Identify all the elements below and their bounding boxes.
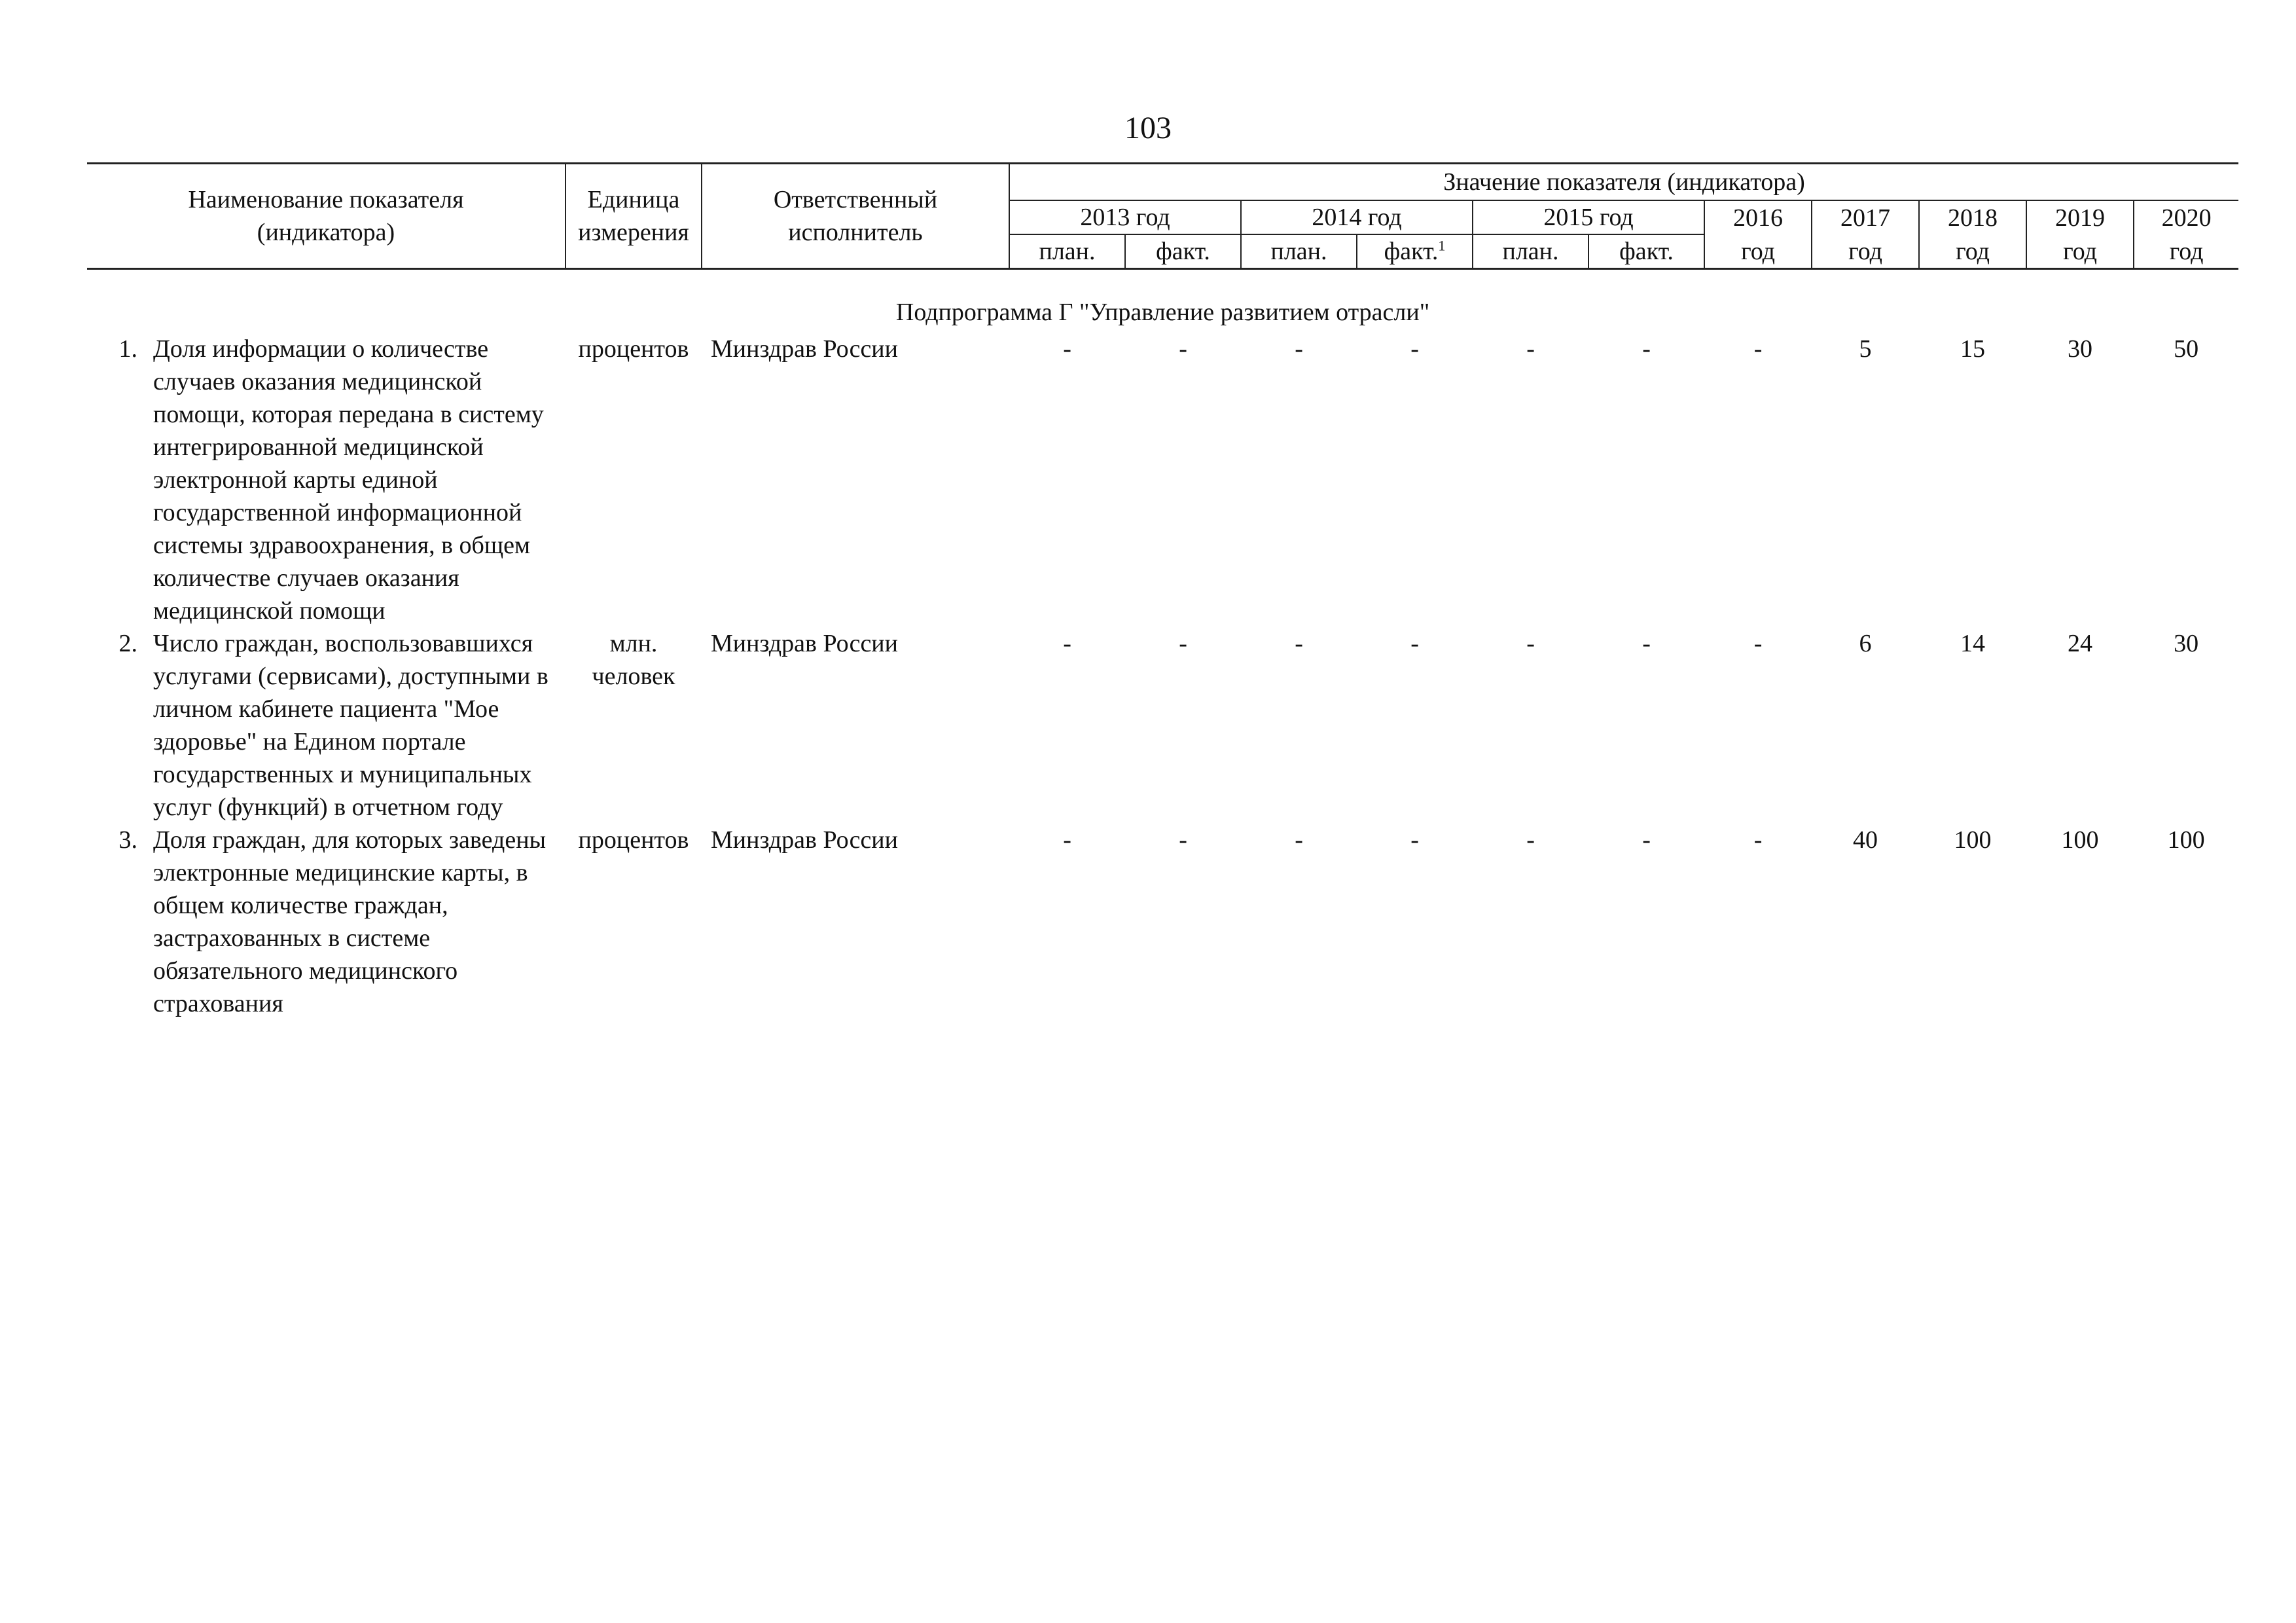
header-unit-cell <box>565 164 702 269</box>
header-year-2014: 2014 год <box>1241 200 1473 234</box>
value-2013-fact: - <box>1179 630 1187 657</box>
header-2019-unit: год <box>2026 234 2134 269</box>
table-row <box>87 627 2238 824</box>
value-2015-plan: - <box>1526 630 1535 657</box>
value-2019: 24 <box>2068 630 2093 657</box>
header-unit-line2: измерения <box>578 219 689 246</box>
responsible-executor: Минздрав России <box>711 630 898 657</box>
value-2015-fact: - <box>1642 826 1651 854</box>
value-2014-plan: - <box>1295 335 1303 363</box>
header-responsible-line1: Ответственный <box>773 186 938 213</box>
header-year-2013: 2013 год <box>1009 200 1241 234</box>
header-values-title: Значение показателя (индикатора) <box>1009 164 2238 201</box>
header-2014-fact <box>1357 234 1473 269</box>
value-2014-plan: - <box>1295 826 1303 854</box>
header-year-2015: 2015 год <box>1473 200 1704 234</box>
header-name-line1: Наименование показателя <box>188 186 464 213</box>
value-2014-fact: - <box>1410 630 1419 657</box>
table-body <box>87 269 2238 1021</box>
table-header <box>87 164 2238 269</box>
value-2015-plan: - <box>1526 335 1535 363</box>
indicator-name: Число граждан, воспользовавшихся услугами (сервисами), доступными в личном кабинете пациента "Мое здоровье" на Едином портале государственных и муниципальных услуг (функций) в отчетном году <box>153 630 548 821</box>
header-year-2019: 2019 <box>2026 200 2134 234</box>
value-2017: 6 <box>1859 630 1872 657</box>
value-2018: 15 <box>1960 335 1986 363</box>
header-2015-plan: план. <box>1473 234 1588 269</box>
value-2015-fact: - <box>1642 630 1651 657</box>
value-2018: 100 <box>1954 826 1992 854</box>
subprogram-title: Подпрограмма Г "Управление развитием отрасли" <box>895 299 1430 326</box>
indicator-unit <box>565 627 702 824</box>
header-year-2016: 2016 <box>1704 200 1812 234</box>
value-2016: - <box>1753 826 1763 854</box>
value-2018: 14 <box>1960 630 1986 657</box>
value-2014-fact: - <box>1410 826 1419 854</box>
header-2017-unit: год <box>1812 234 1919 269</box>
row-number: 2. <box>118 630 137 657</box>
value-2015-plan: - <box>1526 826 1535 854</box>
header-2013-plan: план. <box>1009 234 1125 269</box>
page-number: 103 <box>1124 111 1172 145</box>
value-2013-fact: - <box>1179 335 1187 363</box>
header-responsible-line2: исполнитель <box>788 219 923 246</box>
header-2020-unit: год <box>2134 234 2238 269</box>
header-2018-unit: год <box>1919 234 2026 269</box>
value-2014-fact: - <box>1410 335 1419 363</box>
value-2017: 40 <box>1853 826 1878 854</box>
row-number: 1. <box>118 335 137 363</box>
header-2013-fact: факт. <box>1125 234 1241 269</box>
indicator-name: Доля информации о количестве случаев оказания медицинской помощи, которая передана в систему интегрированной медицинской электронной карты единой государственной информационной системы здравоохранения, в общем количестве случаев оказания медицинской помощи <box>153 335 544 625</box>
indicator-name: Доля граждан, для которых заведены электронные медицинские карты, в общем количестве граждан, застрахованных в системе обязательного медицинского страхования <box>153 826 547 1017</box>
responsible-executor: Минздрав России <box>711 826 898 854</box>
value-2019: 30 <box>2068 335 2093 363</box>
value-2020: 50 <box>2174 335 2199 363</box>
header-responsible-cell <box>702 164 1009 269</box>
indicator-table <box>87 162 2238 1020</box>
header-2015-fact: факт. <box>1588 234 1704 269</box>
header-year-2017: 2017 <box>1812 200 1919 234</box>
value-2013-fact: - <box>1179 826 1187 854</box>
value-2017: 5 <box>1859 335 1872 363</box>
indicator-unit: процентов <box>578 335 689 363</box>
header-unit-line1: Единица <box>587 186 680 213</box>
value-2020: 30 <box>2174 630 2199 657</box>
indicator-unit: процентов <box>578 826 689 854</box>
value-2016: - <box>1753 335 1763 363</box>
indicator-unit-line2: человек <box>592 663 675 690</box>
row-number: 3. <box>118 826 137 854</box>
value-2016: - <box>1753 630 1763 657</box>
header-2016-unit: год <box>1704 234 1812 269</box>
value-2013-plan: - <box>1063 335 1071 363</box>
table-row <box>87 333 2238 627</box>
value-2013-plan: - <box>1063 630 1071 657</box>
value-2013-plan: - <box>1063 826 1071 854</box>
header-year-2018: 2018 <box>1919 200 2026 234</box>
header-2014-plan: план. <box>1241 234 1357 269</box>
footnote-marker: 1 <box>1438 237 1446 254</box>
responsible-executor: Минздрав России <box>711 335 898 363</box>
header-name-cell <box>87 164 565 269</box>
indicator-unit-line1: млн. <box>609 630 658 657</box>
spacer <box>87 269 2238 297</box>
header-year-2020: 2020 <box>2161 204 2212 232</box>
table-row <box>87 824 2238 1020</box>
header-2014-fact-label: факт. <box>1384 238 1439 265</box>
value-2019: 100 <box>2061 826 2099 854</box>
value-2020: 100 <box>2167 826 2205 854</box>
value-2014-plan: - <box>1295 630 1303 657</box>
value-2015-fact: - <box>1642 335 1651 363</box>
header-name-line2: (индикатора) <box>257 219 395 246</box>
